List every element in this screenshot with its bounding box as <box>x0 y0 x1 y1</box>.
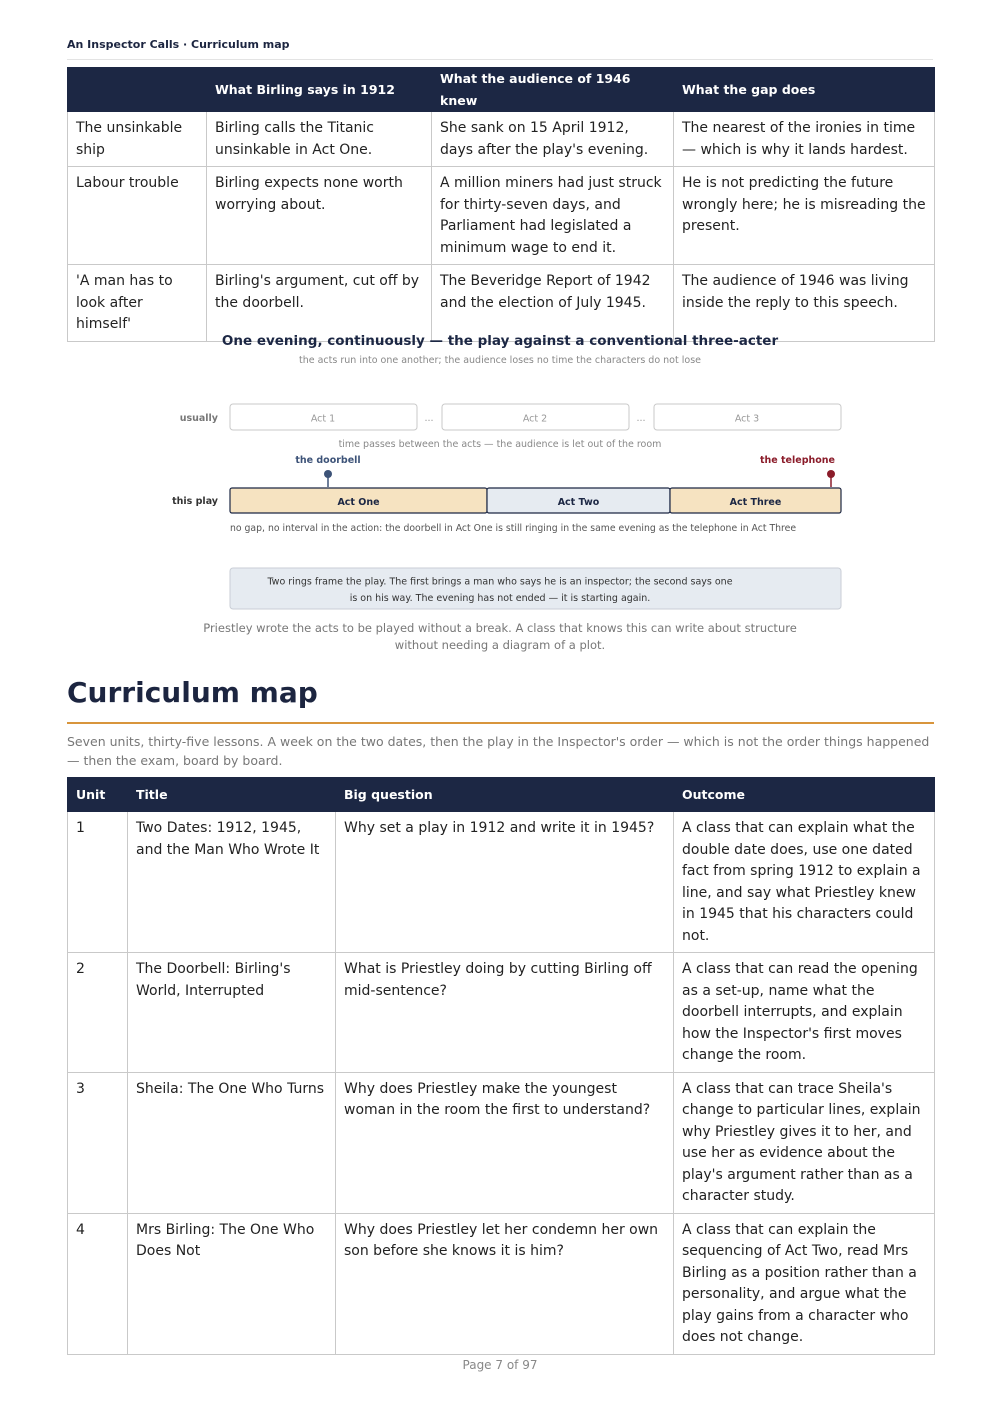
column-header: Title <box>128 778 336 812</box>
play-row-note: no gap, no interval in the action: the doorbell in Act One is still ringing in the same evening as the telephone in Act Three <box>230 523 797 534</box>
table-cell: Birling expects none worth worrying about. <box>207 167 432 265</box>
table-cell: Mrs Birling: The One Who Does Not <box>128 1213 336 1354</box>
table-cell: A class that can read the opening as a set-up, name what the doorbell interrupts, and explain how the Inspector's first moves change the room. <box>674 953 935 1073</box>
play-row-label: this play <box>172 496 218 507</box>
table-cell: Why set a play in 1912 and write it in 1945? <box>336 812 674 953</box>
table-cell: A class that can explain the sequencing of Act Two, read Mrs Birling as a position rather than a personality, and argue what the play gains from a character who does not change. <box>674 1213 935 1354</box>
table-cell: The Beveridge Report of 1942 and the election of July 1945. <box>432 265 674 342</box>
table-header-row <box>68 68 935 112</box>
table-cell: 3 <box>68 1072 128 1213</box>
table-cell: Why does Priestley let her condemn her own son before she knows it is him? <box>336 1213 674 1354</box>
table-cell: What is Priestley doing by cutting Birling off mid-sentence? <box>336 953 674 1073</box>
table-cell: Birling's argument, cut off by the doorbell. <box>207 265 432 342</box>
column-header: What Birling says in 1912 <box>207 68 432 112</box>
table-cell: 2 <box>68 953 128 1073</box>
note-box-line: Two rings frame the play. The first brings a man who says he is an inspector; the second says one <box>267 576 733 588</box>
column-header: What the audience of 1946 knew <box>432 68 674 112</box>
table-cell: Labour trouble <box>68 167 207 265</box>
table-cell: A million miners had just struck for thirty-seven days, and Parliament had legislated a minimum wage to end it. <box>432 167 674 265</box>
figure-caption <box>200 620 800 654</box>
table-row <box>68 953 935 1073</box>
table-cell: 4 <box>68 1213 128 1354</box>
table-header-row <box>68 778 935 812</box>
play-act-label: Act One <box>337 497 380 508</box>
table-cell: Birling calls the Titanic unsinkable in Act One. <box>207 112 432 167</box>
table-cell: He is not predicting the future wrongly here; he is misreading the present. <box>674 167 935 265</box>
column-header: Unit <box>68 778 128 812</box>
table-cell: The audience of 1946 was living inside the reply to this speech. <box>674 265 935 342</box>
table-cell: Why does Priestley make the youngest woman in the room the first to understand? <box>336 1072 674 1213</box>
caption-line: without needing a diagram of a plot. <box>394 638 606 652</box>
usual-row-note: time passes between the acts — the audience is let out of the room <box>338 439 662 450</box>
table-cell: A class that can trace Sheila's change to particular lines, explain why Priestley gives it to her, and use her as evidence about the play's argument rather than as a character study. <box>674 1072 935 1213</box>
caption-line: Priestley wrote the acts to be played without a break. A class that knows this can write about structure <box>203 621 797 635</box>
play-act-label: Act Three <box>729 497 782 508</box>
gap-mark: ... <box>636 413 646 424</box>
page-number: Page 7 of 97 <box>462 1358 538 1372</box>
table-cell: She sank on 15 April 1912, days after the play's evening. <box>432 112 674 167</box>
table-row <box>68 1213 935 1354</box>
table-row <box>68 1072 935 1213</box>
usual-row-label: usually <box>179 413 218 424</box>
section-intro: Seven units, thirty-five lessons. A week on the two dates, then the play in the Inspector's order — which is not the order things happened — then the exam, board by board. <box>67 734 930 768</box>
table-cell: Two Dates: 1912, 1945, and the Man Who Wrote It <box>128 812 336 953</box>
gap-mark: ... <box>424 413 434 424</box>
table-cell: The nearest of the ironies in time — which is why it lands hardest. <box>674 112 935 167</box>
structure-figure <box>0 330 1000 660</box>
usual-act-label: Act 1 <box>310 413 336 425</box>
doorbell-marker-dot <box>324 470 332 478</box>
section-title: Curriculum map <box>67 676 318 709</box>
play-act-label: Act Two <box>557 497 600 508</box>
telephone-marker-label: the telephone <box>759 455 835 466</box>
note-box-line: is on his way. The evening has not ended — it is starting again. <box>349 593 651 604</box>
column-header: Outcome <box>674 778 935 812</box>
table-cell: 1 <box>68 812 128 953</box>
units-table <box>67 777 935 1355</box>
section-rule <box>67 722 934 724</box>
figure-title: One evening, continuously — the play against a conventional three-acter <box>221 333 779 349</box>
table-cell: Sheila: The One Who Turns <box>128 1072 336 1213</box>
doorbell-marker-label: the doorbell <box>295 455 361 466</box>
usual-act-label: Act 2 <box>522 413 548 425</box>
context-table <box>67 67 935 342</box>
telephone-marker-dot <box>827 470 835 478</box>
column-header <box>68 68 207 112</box>
table-cell: The Doorbell: Birling's World, Interrupted <box>128 953 336 1073</box>
table-row <box>68 812 935 953</box>
usual-act-label: Act 3 <box>734 413 760 425</box>
table-cell: A class that can explain what the double date does, use one dated fact from spring 1912 to explain a line, and say what Priestley knew in 1945 that his characters could not. <box>674 812 935 953</box>
column-header: What the gap does <box>674 68 935 112</box>
table-row <box>68 167 935 265</box>
table-row <box>68 112 935 167</box>
table-cell: 'A man has to look after himself' <box>68 265 207 342</box>
figure-subtitle: the acts run into one another; the audience loses no time the characters do not lose <box>299 355 701 366</box>
table-cell: The unsinkable ship <box>68 112 207 167</box>
column-header: Big question <box>336 778 674 812</box>
running-head: An Inspector Calls · Curriculum map <box>67 38 933 60</box>
timeline-diagram <box>0 330 1000 620</box>
